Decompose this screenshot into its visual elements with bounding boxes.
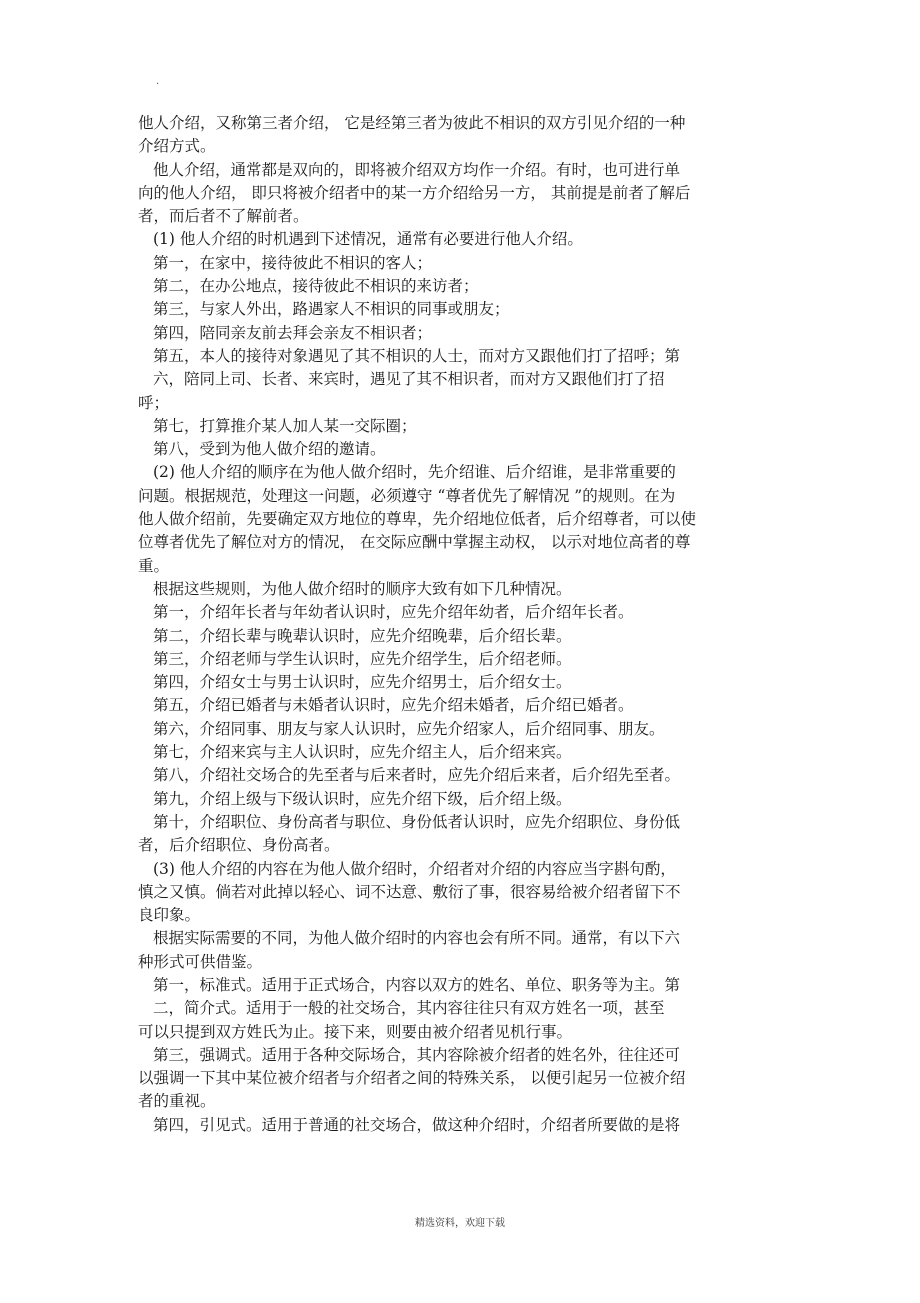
text-line: 者的重视。 bbox=[138, 1092, 216, 1111]
text-line: 他人介绍，又称第三者介绍， 它是经第三者为彼此不相识的双方引见介绍的一种 bbox=[138, 114, 686, 132]
text-line: 第一，在家中，接待彼此不相识的客人； bbox=[153, 253, 433, 272]
text-line: (3) 他人介绍的内容在为他人做介绍时，介绍者对介绍的内容应当字斟句酌， bbox=[153, 859, 676, 878]
header-mark: . bbox=[156, 76, 160, 87]
text-line: 第四，引见式。适用于普通的社交场合，做这种介绍时，介绍者所要做的是将 bbox=[153, 1115, 681, 1134]
text-line: 第八，受到为他人做介绍的邀请。 bbox=[153, 440, 386, 459]
text-line: 第七，打算推介某人加人某一交际圈； bbox=[153, 416, 417, 435]
text-line: 可以只提到双方姓氏为止。接下来，则要由被介绍者见机行事。 bbox=[138, 1022, 573, 1041]
text-line: 第二，介绍长辈与晚辈认识时，应先介绍晚辈，后介绍长辈。 bbox=[153, 626, 572, 645]
text-line: 第五，本人的接待对象遇见了其不相识的人士，而对方又跟他们打了招呼；第 bbox=[153, 346, 681, 365]
text-line: 第一，介绍年长者与年幼者认识时，应先介绍年幼者，后介绍年长者。 bbox=[153, 603, 634, 622]
text-line: 第四，介绍女士与男士认识时，应先介绍男士，后介绍女士。 bbox=[153, 673, 572, 692]
text-line: 位尊者优先了解位对方的情况， 在交际应酬中掌握主动权， 以示对地位高者的尊 bbox=[138, 533, 691, 552]
text-line: 者，而后者不了解前者。 bbox=[138, 207, 309, 226]
text-line: 他人介绍，通常都是双向的，即将被介绍双方均作一介绍。有时，也可进行单 bbox=[153, 160, 681, 179]
text-line: 根据实际需要的不同，为他人做介绍时的内容也会有所不同。通常，有以下六 bbox=[153, 929, 681, 948]
text-line: 第三，介绍老师与学生认识时，应先介绍学生，后介绍老师。 bbox=[153, 649, 572, 668]
text-line: 六，陪同上司、长者、来宾时，遇见了其不相识者，而对方又跟他们打了招 bbox=[153, 370, 665, 389]
text-line: 第二，在办公地点，接待彼此不相识的来访者； bbox=[153, 277, 479, 296]
text-line: 向的他人介绍， 即只将被介绍者中的某一方介绍给另一方， 其前提是前者了解后 bbox=[138, 183, 691, 202]
text-line: (1) 他人介绍的时机遇到下述情况，通常有必要进行他人介绍。 bbox=[153, 230, 583, 249]
text-line: 呼； bbox=[138, 393, 170, 412]
text-line: 重。 bbox=[138, 556, 170, 575]
text-line: 第三，与家人外出，路遇家人不相识的同事或朋友； bbox=[153, 300, 510, 319]
text-line: 第一，标准式。适用于正式场合，内容以双方的姓名、单位、职务等为主。第 bbox=[153, 975, 681, 994]
text-line: 种形式可供借鉴。 bbox=[138, 952, 263, 971]
text-line: 第十，介绍职位、身份高者与职位、身份低者认识时，应先介绍职位、身份低 bbox=[153, 812, 681, 831]
text-line: 者，后介绍职位、身份高者。 bbox=[138, 836, 340, 855]
text-line: 第五，介绍已婚者与未婚者认识时，应先介绍未婚者，后介绍已婚者。 bbox=[153, 696, 634, 715]
text-line: 根据这些规则，为他人做介绍时的顺序大致有如下几种情况。 bbox=[153, 579, 572, 598]
text-line: 慎之又慎。倘若对此掉以轻心、词不达意、敷衍了事，很容易给被介绍者留下不 bbox=[138, 882, 681, 901]
text-line: 介绍方式。 bbox=[138, 137, 216, 156]
text-line: 第九，介绍上级与下级认识时，应先介绍下级，后介绍上级。 bbox=[153, 789, 572, 808]
text-line: 良印象。 bbox=[138, 906, 201, 925]
page-footer: 精选资料，欢迎下载 bbox=[415, 1218, 505, 1229]
document-body bbox=[138, 112, 778, 1137]
text-line: 以强调一下其中某位被介绍者与介绍者之间的特殊关系， 以便引起另一位被介绍 bbox=[138, 1069, 686, 1088]
text-line: 第六，介绍同事、朋友与家人认识时，应先介绍家人，后介绍同事、朋友。 bbox=[153, 719, 665, 738]
text-line: 第四，陪同亲友前去拜会亲友不相识者； bbox=[153, 323, 433, 342]
text-line: 他人做介绍前，先要确定双方地位的尊卑，先介绍地位低者，后介绍尊者，可以使 bbox=[138, 510, 697, 529]
text-line: 第八，介绍社交场合的先至者与后来者时，应先介绍后来者，后介绍先至者。 bbox=[153, 766, 681, 785]
text-line: 二，简介式。适用于一般的社交场合，其内容往往只有双方姓名一项，甚至 bbox=[153, 999, 665, 1018]
text-line: (2) 他人介绍的顺序在为他人做介绍时，先介绍谁、后介绍谁，是非常重要的 bbox=[153, 463, 676, 482]
text-line: 第七，介绍来宾与主人认识时，应先介绍主人，后介绍来宾。 bbox=[153, 743, 572, 762]
text-line: 第三，强调式。适用于各种交际场合，其内容除被介绍者的姓名外，往往还可 bbox=[153, 1045, 681, 1064]
text-line: 问题。根据规范，处理这一问题，必须遵守 “尊者优先了解情况 ”的规则。在为 bbox=[138, 486, 676, 505]
